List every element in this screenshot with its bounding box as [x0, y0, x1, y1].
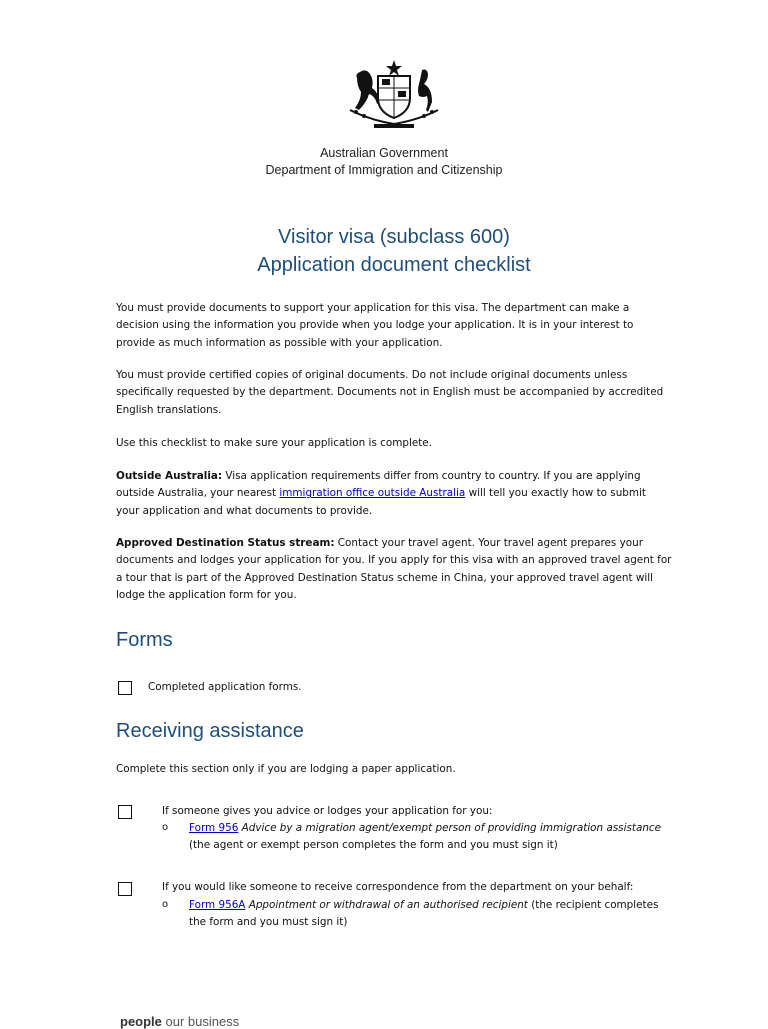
outside-australia-label: Outside Australia:: [116, 470, 223, 482]
government-name: Australian Government: [320, 146, 448, 160]
forms-checkbox[interactable]: [118, 681, 132, 695]
form-956a-entry: Form 956A Appointment or withdrawal of an authorised recipient (the recipient completes the form and you must sign it): [189, 899, 659, 929]
assistance-note: Complete this section only if you are lodging a paper application.: [116, 763, 456, 775]
intro-paragraph-1: You must provide documents to support your application for this visa. The department can make a decision using the information you provide when you lodge your application. It is in your interest to provide as much information as possible with your application.: [116, 302, 634, 349]
receiving-assistance-heading: Receiving assistance: [116, 720, 304, 742]
forms-heading: Forms: [116, 629, 173, 651]
authorised-recipient-label: If you would like someone to receive correspondence from the department on your behalf:: [162, 881, 634, 893]
intro-paragraph-3: Use this checklist to make sure your application is complete.: [116, 437, 432, 449]
form-956a-link[interactable]: Form 956A: [189, 899, 246, 911]
department-name: Department of Immigration and Citizenship: [265, 163, 503, 177]
page-title: Visitor visa (subclass 600): [278, 226, 510, 248]
outside-australia-paragraph: Outside Australia: Visa application requirements differ from country to country. If you are applying outside Australia, your nearest immigration office outside Australia will tell you exactly how to submit your application and what documents to provide.: [116, 470, 646, 517]
agent-assistance-label: If someone gives you advice or lodges your application for you:: [162, 805, 493, 817]
footer-tagline: people our business: [120, 1014, 240, 1029]
immigration-office-link[interactable]: immigration office outside Australia: [279, 487, 466, 500]
bullet-icon: o: [162, 899, 169, 910]
page-subtitle: Application document checklist: [257, 254, 531, 276]
authorised-recipient-checkbox[interactable]: [118, 882, 132, 896]
intro-paragraph-2: You must provide certified copies of original documents. Do not include original documents unless specifically requested by the department. Documents not in English must be accompanied by accredited English translations.: [116, 369, 664, 416]
ads-stream-paragraph: Approved Destination Status stream: Contact your travel agent. Your travel agent prepares your documents and lodges your application for you. If you apply for this visa with an approved travel agent for a tour that is part of the Approved Destination Status scheme in China, your approved travel agent will lodge the application form for you.: [116, 537, 672, 602]
forms-item-label: Completed application forms.: [148, 681, 302, 693]
form-956-entry: Form 956 Advice by a migration agent/exempt person of providing immigration assistance (the agent or exempt person completes the form and you must sign it): [189, 822, 662, 852]
coat-of-arms-icon: [346, 58, 442, 132]
bullet-icon: o: [162, 822, 169, 833]
form-956-link[interactable]: Form 956: [189, 822, 239, 834]
ads-stream-label: Approved Destination Status stream:: [116, 537, 335, 549]
agent-assistance-checkbox[interactable]: [118, 805, 132, 819]
